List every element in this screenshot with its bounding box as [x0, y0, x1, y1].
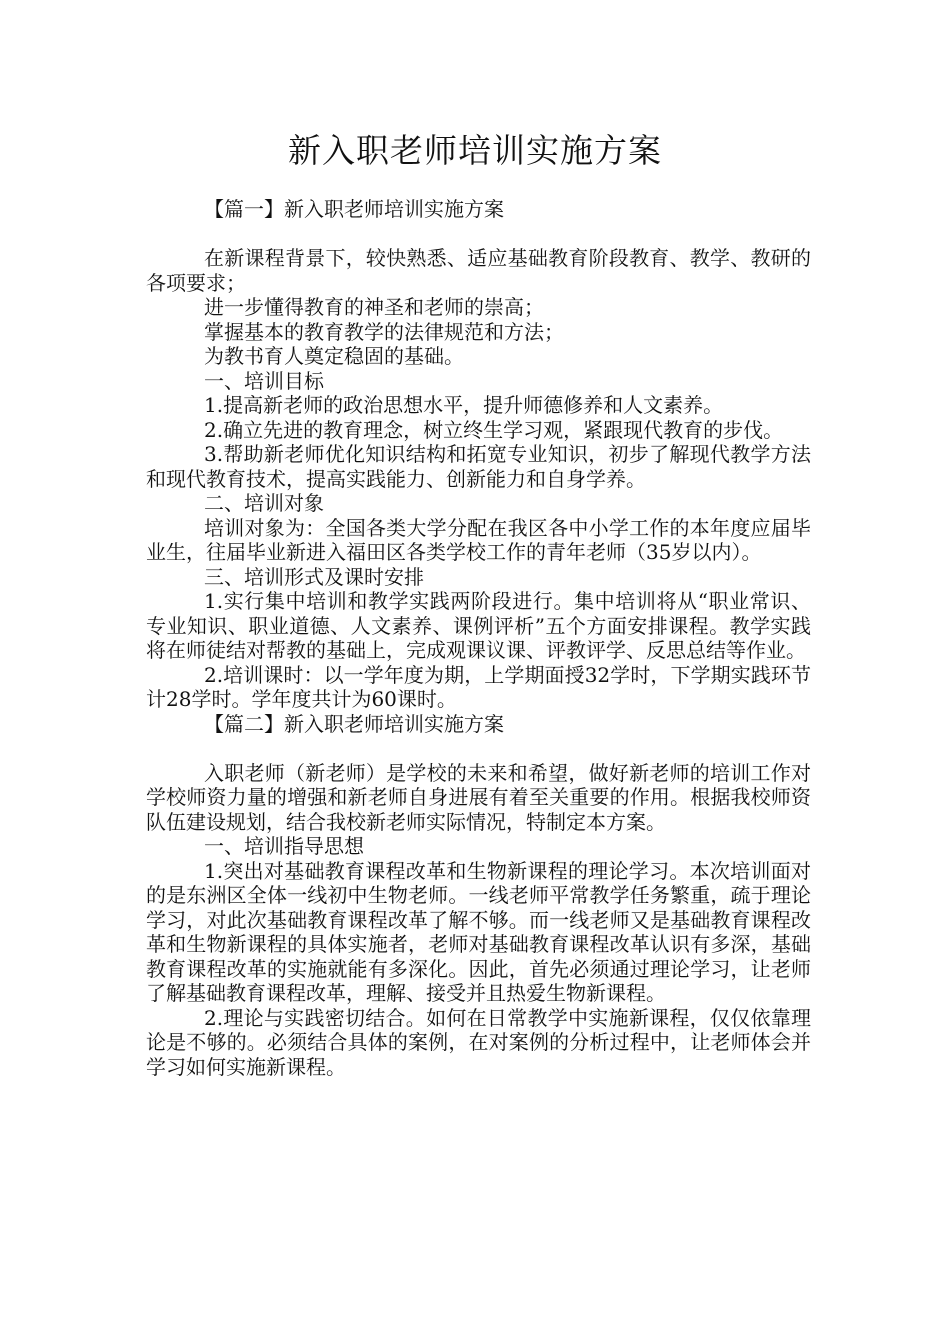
section1-goal-item: 1.提高新老师的政治思想水平，提升师德修养和人文素养。 — [204, 393, 724, 417]
section1-format-heading: 三、培训形式及课时安排 — [204, 564, 424, 589]
section1-intro-paragraph: 掌握基本的教育教学的法律规范和方法； — [204, 319, 564, 344]
section1-goal-item: 2.确立先进的教育理念，树立终生学习观，紧跟现代教育的步伐。 — [204, 417, 784, 442]
section1-format-item: 1.实行集中培训和教学实践两阶段进行。集中培训将从“职业常识、专业知识、职业道德、人文素养、课例评析”五个方面安排课程。教学实践将在师徒结对帮教的基础上，完成观课议课、评教评学、反思总结等作业。 — [146, 589, 811, 662]
section1-heading: 【篇一】新入职老师培训实施方案 — [204, 197, 504, 221]
section1-intro-paragraph: 进一步懂得教育的神圣和老师的崇高； — [204, 295, 544, 319]
section1-intro-paragraph: 在新课程背景下，较快熟悉、适应基础教育阶段教育、教学、教研的各项要求； — [146, 246, 811, 295]
section2-intro-paragraph: 入职老师（新老师）是学校的未来和希望，做好新老师的培训工作对学校师资力量的增强和新老师自身进展有着至关重要的作用。根据我校师资队伍建设规划，结合我校新老师实际情况，特制定本方案。 — [146, 760, 811, 834]
section1-targets-text: 培训对象为：全国各类大学分配在我区各中小学工作的本年度应届毕业生，往届毕业新进入福田区各类学校工作的青年老师（35岁以内）。 — [146, 515, 811, 564]
section2-heading: 【篇二】新入职老师培训实施方案 — [204, 711, 504, 736]
section1-format-item: 2.培训课时：以一学年度为期，上学期面授32学时，下学期实践环节计28学时。学年度共计为60课时。 — [146, 662, 811, 711]
section2-guide-item: 1.突出对基础教育课程改革和生物新课程的理论学习。本次培训面对的是东洲区全体一线初中生物老师。一线老师平常教学任务繁重，疏于理论学习，对此次基础教育课程改革了解不够。而一线老师又是基础教育课程改革和生物新课程的具体实施者，老师对基础教育课程改革认识有多深，基础教育课程改革的实施就能有多深化。因此，首先必须通过理论学习，让老师了解基础教育课程改革，理解、接受并且热爱生物新课程。 — [146, 858, 811, 1005]
section2-guide-heading: 一、培训指导思想 — [204, 834, 364, 858]
section1-targets-heading: 二、培训对象 — [204, 491, 324, 515]
document-body — [146, 197, 811, 1079]
section2-guide-item: 2.理论与实践密切结合。如何在日常教学中实施新课程，仅仅依靠理论是不够的。必须结合具体的案例，在对案例的分析过程中，让老师体会并学习如何实施新课程。 — [146, 1005, 811, 1079]
section1-goal-item: 3.帮助新老师优化知识结构和拓宽专业知识，初步了解现代教学方法和现代教育技术，提高实践能力、创新能力和自身学养。 — [146, 442, 811, 491]
section1-goals-heading: 一、培训目标 — [204, 368, 324, 393]
section1-intro-paragraph: 为教书育人奠定稳固的基础。 — [204, 344, 464, 368]
document-title: 新入职老师培训实施方案 — [288, 131, 662, 170]
